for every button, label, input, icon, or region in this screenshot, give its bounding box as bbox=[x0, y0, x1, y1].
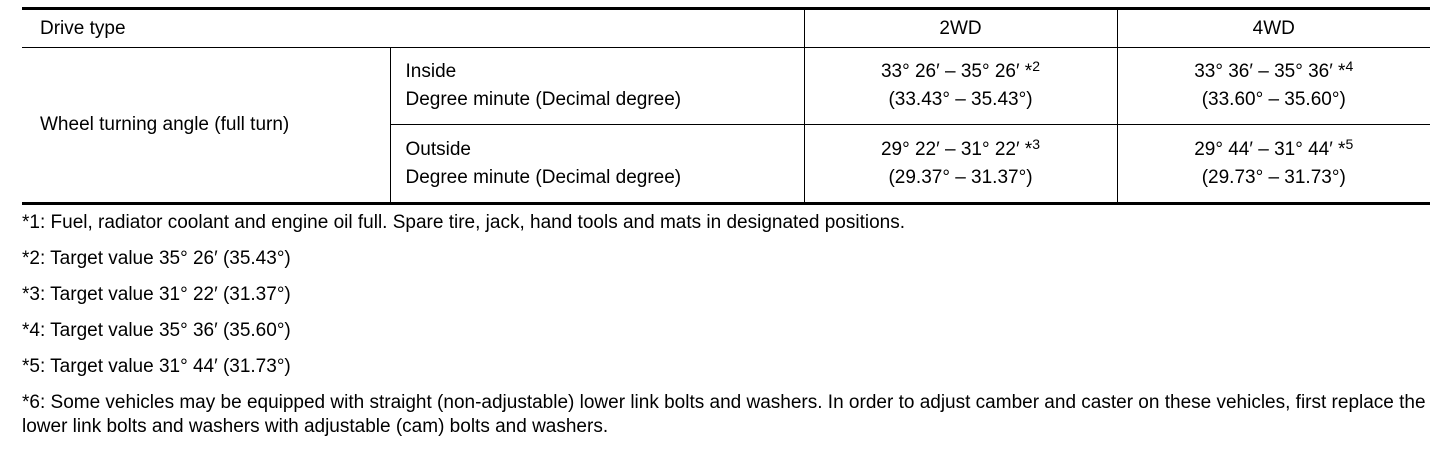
drive-type-header: Drive type bbox=[22, 9, 804, 48]
inside-2wd-range-text: 33° 26′ – 35° 26′ * bbox=[880, 61, 1033, 82]
col-header-4wd: 4WD bbox=[1117, 9, 1430, 48]
inside-4wd-footnote-ref: 4 bbox=[1345, 58, 1354, 74]
col-header-2wd: 2WD bbox=[804, 9, 1117, 48]
outside-2wd-value-cell bbox=[804, 125, 1117, 204]
outside-4wd-range bbox=[1118, 136, 1431, 164]
footnote-2: *2: Target value 35° 26′ (35.43°) bbox=[22, 248, 291, 269]
outside-4wd-range-text: 29° 44′ – 31° 44′ * bbox=[1194, 138, 1346, 160]
footnote-5: *5: Target value 31° 44′ (31.73°) bbox=[22, 356, 291, 377]
inside-4wd-range bbox=[1118, 58, 1431, 86]
outside-2wd-range-text: 29° 22′ – 31° 22′ * bbox=[880, 138, 1033, 160]
inside-2wd-value-cell bbox=[804, 48, 1117, 125]
wheel-turning-angle-table bbox=[22, 7, 1430, 205]
inside-4wd-value-cell bbox=[1117, 48, 1430, 125]
table-row-inside bbox=[22, 48, 1430, 125]
inside-2wd-range bbox=[805, 58, 1117, 86]
footnote-1: *1: Fuel, radiator coolant and engine oil full. Spare tire, jack, hand tools and mats in designated positions. bbox=[22, 212, 905, 233]
inside-label: Inside bbox=[405, 61, 457, 82]
inside-4wd-decimal: (33.60° – 35.60°) bbox=[1201, 89, 1346, 110]
inside-label-cell bbox=[390, 48, 804, 125]
inside-2wd-decimal: (33.43° – 35.43°) bbox=[888, 89, 1033, 110]
outside-2wd-range bbox=[805, 136, 1117, 164]
footnote-3: *3: Target value 31° 22′ (31.37°) bbox=[22, 284, 291, 305]
outside-unit-label: Degree minute (Decimal degree) bbox=[405, 166, 682, 188]
outside-4wd-footnote-ref: 5 bbox=[1345, 135, 1354, 152]
footnotes bbox=[22, 211, 1442, 451]
outside-label-cell bbox=[390, 125, 804, 204]
inside-2wd-footnote-ref: 2 bbox=[1032, 58, 1040, 74]
inside-unit-label: Degree minute (Decimal degree) bbox=[405, 89, 682, 110]
wheel-turning-angle-label: Wheel turning angle (full turn) bbox=[22, 48, 390, 204]
outside-label: Outside bbox=[405, 138, 471, 160]
footnote-4: *4: Target value 35° 36′ (35.60°) bbox=[22, 320, 291, 341]
footnote-6: *6: Some vehicles may be equipped with straight (non-adjustable) lower link bolts and washers. In order to adjust camber and caster on these vehicles, first replace the lower link bolts and washers with adjustable (cam) bolts and washers. bbox=[22, 392, 1426, 437]
outside-4wd-value-cell bbox=[1117, 125, 1430, 204]
outside-4wd-decimal: (29.73° – 31.73°) bbox=[1201, 166, 1346, 188]
outside-2wd-footnote-ref: 3 bbox=[1032, 135, 1040, 152]
outside-2wd-decimal: (29.37° – 31.37°) bbox=[888, 166, 1033, 188]
inside-4wd-range-text: 33° 36′ – 35° 36′ * bbox=[1194, 61, 1346, 82]
table-header-row bbox=[22, 9, 1430, 48]
